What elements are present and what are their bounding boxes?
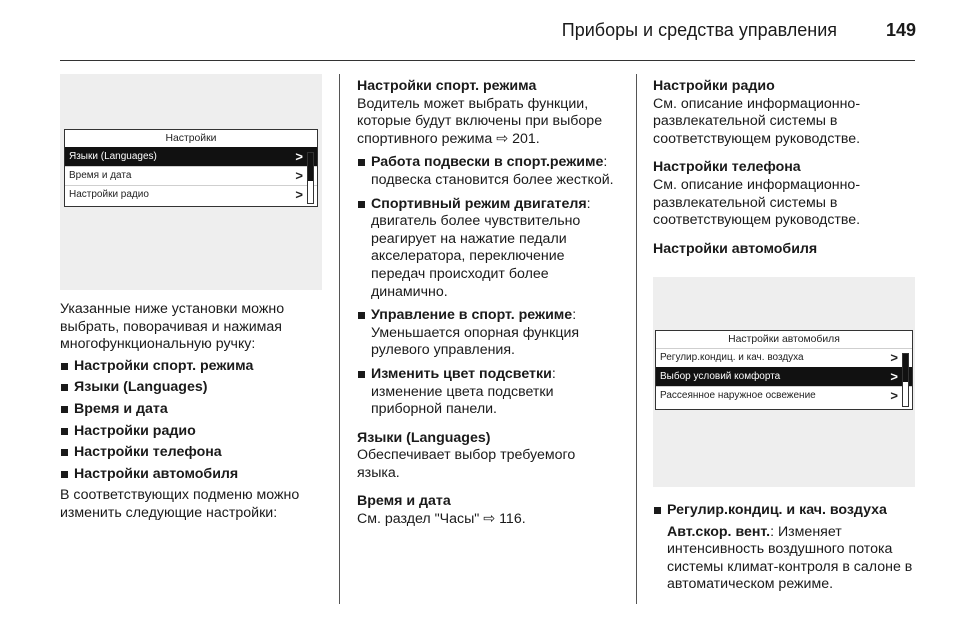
chevron-right-icon: >: [295, 168, 303, 183]
column-3: [653, 78, 917, 258]
scrollbar: [902, 353, 909, 407]
list-item: Настройки спорт. режима: [60, 358, 322, 376]
menu-row-time-date: Время и дата >: [65, 166, 317, 185]
chevron-right-icon: >: [890, 388, 898, 403]
list-item: Время и дата: [60, 401, 322, 419]
header-rule: [60, 60, 915, 61]
display-screen: [655, 330, 913, 410]
menu-row-languages: Языки (Languages) >: [65, 147, 317, 166]
fan-speed-text: Авт.скор. вент.: Изменяет интенсивность воздушного потока системы климат-контроля в салоне в автоматическом режиме.: [667, 523, 913, 593]
list-item: Настройки радио: [60, 423, 322, 441]
phone-text: См. описание информационно-развлекательной системы в соответствующем руководстве.: [653, 176, 861, 229]
column-2: [357, 78, 619, 529]
column-3-bottom: [653, 502, 917, 594]
time-heading: Время и дата: [357, 493, 451, 510]
list-item: Регулир.кондиц. и кач. воздуха: [653, 502, 917, 520]
radio-text: См. описание информационно-развлекательной системы в соответствующем руководстве.: [653, 95, 861, 147]
vehicle-heading: Настройки автомобиля: [653, 240, 818, 257]
menu-row-climate: Регулир.кондиц. и кач. воздуха >: [656, 348, 912, 367]
menu-row-comfort: Выбор условий комфорта >: [656, 367, 912, 386]
settings-screen-figure: [60, 74, 322, 290]
vehicle-settings-screen-figure: [653, 277, 915, 487]
display-screen: [64, 129, 318, 207]
screen-title: Настройки автомобиля: [728, 334, 840, 345]
list-item: Настройки автомобиля: [60, 466, 322, 484]
chevron-right-icon: >: [890, 369, 898, 384]
page-header: [0, 0, 954, 60]
intro-text: Указанные ниже установки можно выбрать, поворачивая и нажимая многофункциональную ручку:: [60, 301, 285, 353]
list-item: Управление в спорт. режиме: Уменьшается опорная функция рулевого управления.: [357, 307, 619, 360]
menu-row-ambient: Рассеянное наружное освежение >: [656, 386, 912, 405]
column-divider-2: [636, 74, 637, 604]
list-item: Работа подвески в спорт.режиме: подвеска становится более жесткой.: [357, 154, 619, 189]
chevron-right-icon: >: [295, 149, 303, 164]
chevron-right-icon: >: [295, 187, 303, 202]
scrollbar: [307, 152, 314, 204]
column-divider-1: [339, 74, 340, 604]
menu-row-radio: Настройки радио >: [65, 185, 317, 204]
list-item: Настройки телефона: [60, 444, 322, 462]
list-item: Языки (Languages): [60, 379, 322, 397]
list-item: Спортивный режим двигателя: двигатель более чувствительно реагирует на нажатие педали акселератора, переключение передач происходит более динамично.: [357, 196, 619, 302]
time-text: См. раздел "Часы" ⇨ 116.: [357, 511, 526, 528]
sport-heading: Настройки спорт. режима: [357, 78, 537, 94]
section-title: Приборы и средства управления: [561, 20, 837, 40]
languages-text: Обеспечивает выбор требуемого языка.: [357, 447, 576, 481]
page-number: 149: [885, 20, 916, 40]
list-item: Изменить цвет подсветки: изменение цвета подсветки приборной панели.: [357, 366, 619, 419]
radio-heading: Настройки радио: [653, 78, 775, 94]
outro-text: В соответствующих подменю можно изменить следующие настройки:: [60, 487, 300, 521]
languages-heading: Языки (Languages): [357, 429, 491, 446]
screen-title: Настройки: [165, 133, 217, 144]
phone-heading: Настройки телефона: [653, 159, 801, 176]
sport-text: Водитель может выбрать функции, которые будут включены при выборе спортивного режима ⇨ 201.: [357, 95, 603, 147]
chevron-right-icon: >: [890, 350, 898, 365]
column-1: [60, 301, 322, 523]
